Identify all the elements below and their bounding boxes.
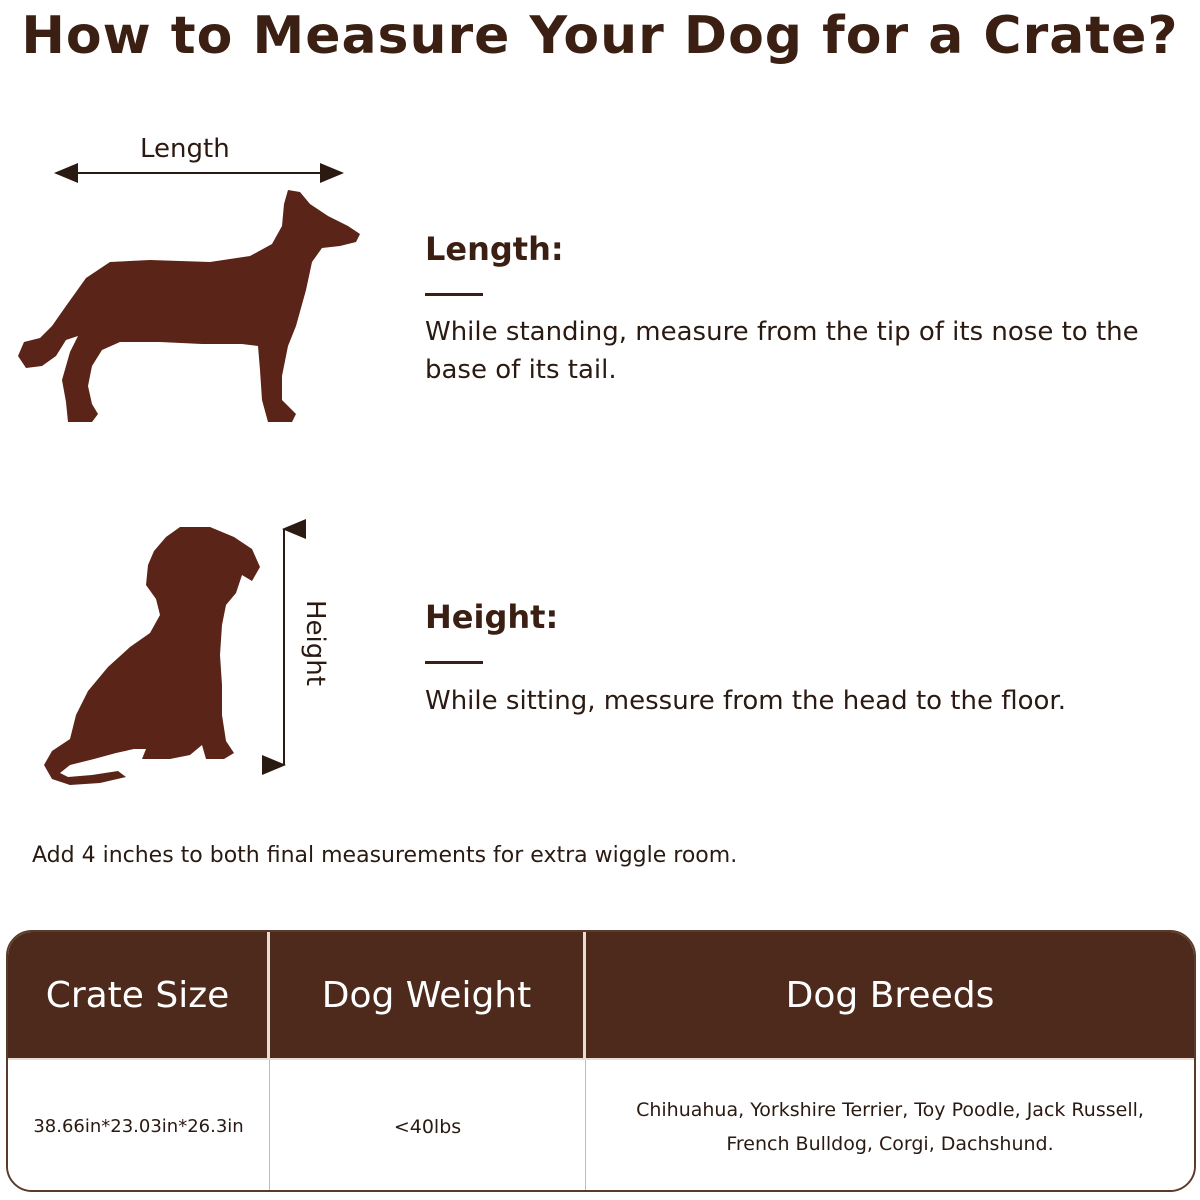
wiggle-room-note: Add 4 inches to both final measurements for extra wiggle room.: [32, 843, 738, 868]
table-header-row: [8, 932, 1194, 1058]
standing-dog-silhouette: [18, 190, 360, 422]
header-dog-breeds: Dog Breeds: [785, 974, 995, 1016]
sitting-dog-silhouette: [44, 527, 260, 785]
header-dog-weight: Dog Weight: [270, 932, 586, 1058]
length-diagram-label: Length: [140, 134, 230, 164]
sitting-dog-illustration: [30, 515, 340, 795]
crate-size-table: [6, 930, 1196, 1192]
header-crate-size: Crate Size: [8, 932, 270, 1058]
table-row: [8, 1060, 1194, 1192]
cell-dog-weight: <40lbs: [270, 1060, 586, 1192]
cell-dog-breeds: Chihuahua, Yorkshire Terrier, Toy Poodle, Jack Russell, French Bulldog, Corgi, Dachshund.: [636, 1099, 1144, 1155]
length-divider: [425, 293, 483, 296]
height-instructions: While sitting, messure from the head to the floor.: [425, 686, 1066, 716]
length-instructions: While standing, measure from the tip of its nose to the base of its tail.: [425, 317, 1139, 385]
page-title: How to Measure Your Dog for a Crate?: [21, 6, 1179, 66]
standing-dog-illustration: [10, 130, 380, 430]
height-divider: [425, 661, 483, 664]
length-heading: Length:: [425, 230, 564, 268]
height-diagram-label: Height: [300, 600, 330, 686]
height-heading: Height:: [425, 598, 559, 636]
cell-crate-size: 38.66in*23.03in*26.3in: [8, 1060, 270, 1192]
